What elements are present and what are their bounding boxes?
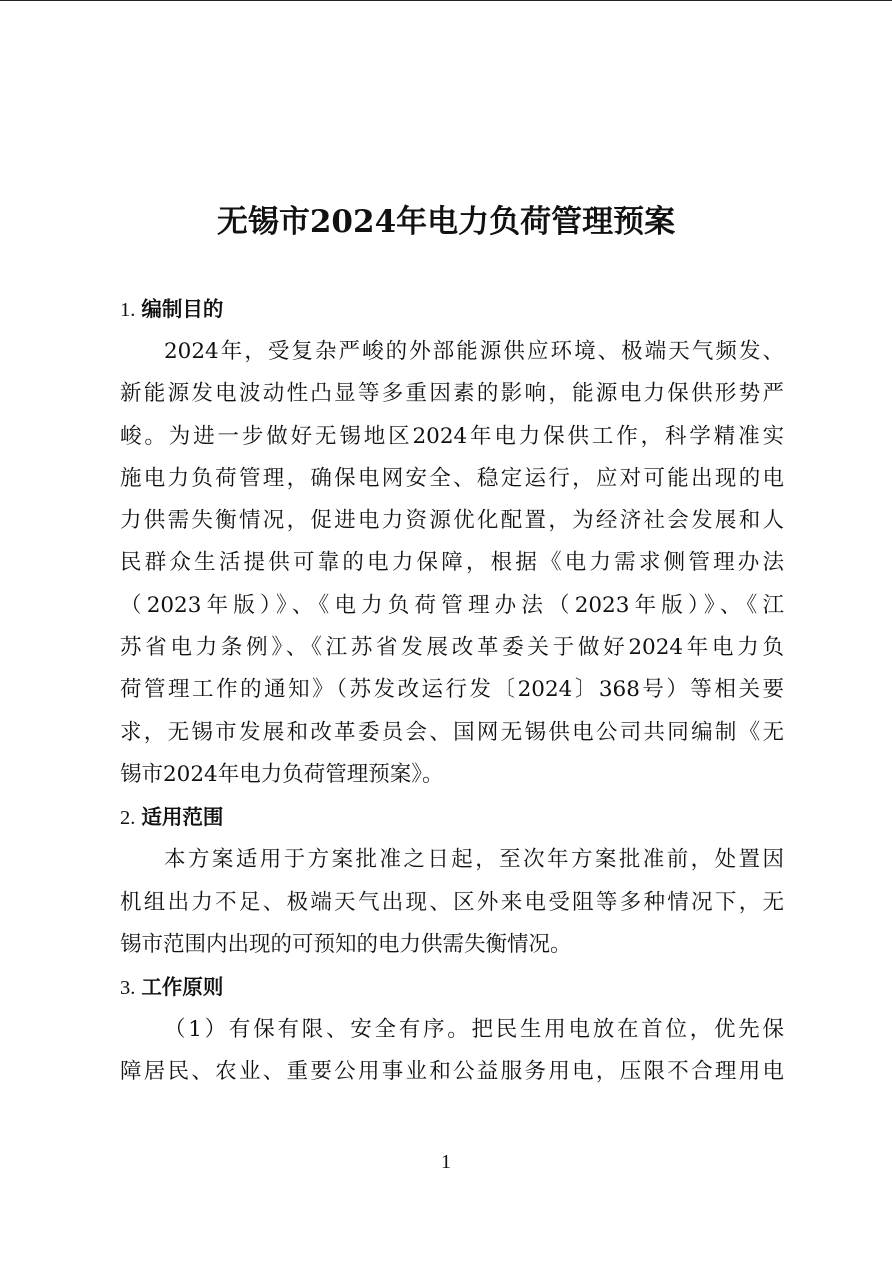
section-title: 适用范围 [141,805,224,830]
section-title: 编制目的 [141,297,224,321]
paragraph-line: 施电力负荷管理，确保电网安全、稳定运行，应对可能出现的电 [120,465,784,491]
paragraph-line: 求，无锡市发展和改革委员会、国网无锡供电公司共同编制《无 [120,719,784,745]
section-heading [120,796,784,839]
paragraph-line: 锡市2024年电力负荷管理预案》。 [120,761,444,787]
paragraph-line: （1）有保有限、安全有序。把民生用电放在首位，优先保 [164,1017,784,1043]
paragraph-line: 民群众生活提供可靠的电力保障，根据《电力需求侧管理办法 [120,550,784,576]
paragraph-line: 本方案适用于方案批准之日起，至次年方案批准前，处置因 [164,847,784,873]
paragraph-line: 力供需失衡情况，促进电力资源优化配置，为经济社会发展和人 [120,508,784,534]
paragraph-line: （2023年版）》、《电力负荷管理办法（2023年版）》、《江 [120,592,784,618]
section-heading [120,966,784,1009]
section-number: 2. [120,807,136,830]
paragraph-line: 机组出力不足、极端天气出现、区外来电受阻等多种情况下，无 [120,889,784,915]
paragraph-line: 锡市范围内出现的可预知的电力供需失衡情况。 [120,931,572,957]
paragraph-line: 峻。为进一步做好无锡地区2024年电力保供工作，科学精准实 [120,423,784,449]
page-number: 1 [441,1151,451,1173]
section-number: 3. [120,977,136,1000]
paragraph-line: 新能源发电波动性凸显等多重因素的影响，能源电力保供形势严 [120,381,784,407]
paragraph-line: 障居民、农业、重要公用事业和公益服务用电，压限不合理用电 [120,1059,784,1085]
document-body [120,288,784,1094]
document-title: 无锡市2024年电力负荷管理预案 [216,204,676,240]
section-heading [120,288,784,331]
paragraph-line: 苏省电力条例》、《江苏省发展改革委关于做好2024年电力负 [120,635,784,661]
paragraph-line: 荷管理工作的通知》（苏发改运行发〔2024〕368号）等相关要 [120,677,784,703]
section-title: 工作原则 [141,975,224,1000]
paragraph-line: 2024年，受复杂严峻的外部能源供应环境、极端天气频发、 [164,339,784,364]
section-number: 1. [120,299,136,321]
